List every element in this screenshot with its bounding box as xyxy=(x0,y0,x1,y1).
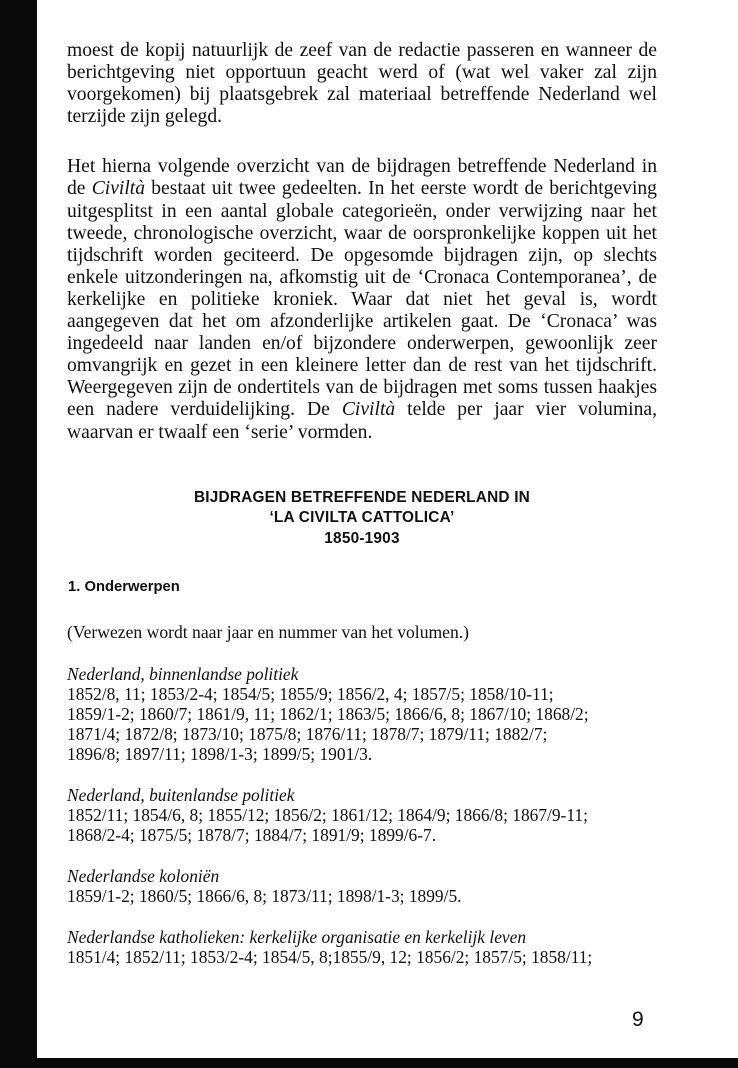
entry-list xyxy=(67,664,657,967)
entry-line: 1896/8; 1897/11; 1898/1-3; 1899/5; 1901/3. xyxy=(67,744,373,765)
entry-line: 1859/1-2; 1860/7; 1861/9, 11; 1862/1; 1863/5; 1866/6, 8; 1867/10; 1868/2; xyxy=(67,704,589,725)
heading-line-1: BIJDRAGEN BETREFFENDE NEDERLAND IN xyxy=(193,488,530,506)
list-item xyxy=(67,866,657,906)
list-item xyxy=(67,785,657,845)
entry-title: Nederlandse katholieken: kerkelijke organisatie en kerkelijk leven xyxy=(67,927,527,948)
heading-line-2: ‘LA CIVILTA CATTOLICA’ xyxy=(269,509,455,527)
overview-paragraph xyxy=(67,156,657,443)
entry-line: 1859/1-2; 1860/5; 1866/6, 8; 1873/11; 1898/1-3; 1899/5. xyxy=(67,886,462,907)
section-heading xyxy=(67,488,657,550)
page-number: 9 xyxy=(632,1008,644,1031)
entry-line: 1851/4; 1852/11; 1853/2-4; 1854/5, 8;1855/9, 12; 1856/2; 1857/5; 1858/11; xyxy=(67,947,593,968)
civilta-italic-2: Civiltà xyxy=(341,399,396,421)
entry-title: Nederlandse koloniën xyxy=(67,866,220,887)
entry-line: 1871/4; 1872/8; 1873/10; 1875/8; 1876/11; 1878/7; 1879/11; 1882/7; xyxy=(67,724,548,745)
list-item xyxy=(67,664,657,764)
overview-text-b: bestaat uit twee gedeelten. In het eerste wordt de berichtgeving uitgesplitst in een aantal globale categorieën, onder verwijzing naar het tweede, chronologische overzicht, waar de oorspronkelijke koppen uit het tijdschrift worden geciteerd. De opgesomde bijdragen zijn, op slechts enkele uitzonderingen na, afkomstig uit de ‘Cronaca Contemporanea’, de kerkelijke en politieke kroniek. Waar dat niet het geval is, wordt aangegeven dat het om afzonderlijke artikelen gaat. De ‘Cronaca’ was ingedeeld naar landen en/of bijzondere onderwerpen, gewoonlijk zeer omvangrijk en gezet in een kleinere letter dan de rest van het tijdschrift. Weergegeven zijn de ondertitels van de bijdragen met soms tussen haakjes een nadere verduidelijking. De xyxy=(67,178,657,421)
page-body xyxy=(67,40,657,967)
overview-text-a: Het hierna volgende overzicht van de bijdragen betreffende Nederland in de xyxy=(67,156,657,200)
civilta-italic-1: Civiltà xyxy=(91,178,146,200)
entry-title: Nederland, binnenlandse politiek xyxy=(67,664,299,685)
entry-line: 1868/2-4; 1875/5; 1878/7; 1884/7; 1891/9; 1899/6-7. xyxy=(67,825,437,846)
entry-line: 1852/11; 1854/6, 8; 1855/12; 1856/2; 1861/12; 1864/9; 1866/8; 1867/9-11; xyxy=(67,805,588,826)
intro-paragraph: moest de kopij natuurlijk de zeef van de redactie passeren en wanneer de berichtgeving niet opportuun geacht werd of (wat wel vaker zal zijn voorgekomen) bij plaatsgebrek zal materiaal betreffende Nederland wel terzijde zijn gelegd. xyxy=(67,40,657,128)
entry-title: Nederland, buitenlandse politiek xyxy=(67,785,295,806)
heading-line-3: 1850-1903 xyxy=(324,529,400,547)
page-left-edge xyxy=(0,0,37,1068)
page-bottom-edge xyxy=(0,1058,738,1068)
reference-note: (Verwezen wordt naar jaar en nummer van het volumen.) xyxy=(67,622,470,643)
subsection-title: 1. Onderwerpen xyxy=(68,579,180,596)
entry-line: 1852/8, 11; 1853/2-4; 1854/5; 1855/9; 1856/2, 4; 1857/5; 1858/10-11; xyxy=(67,684,554,705)
overview-text-c: telde per jaar vier volumina, waarvan er twaalf een ‘serie’ vormden. xyxy=(67,399,657,443)
list-item xyxy=(67,927,657,967)
